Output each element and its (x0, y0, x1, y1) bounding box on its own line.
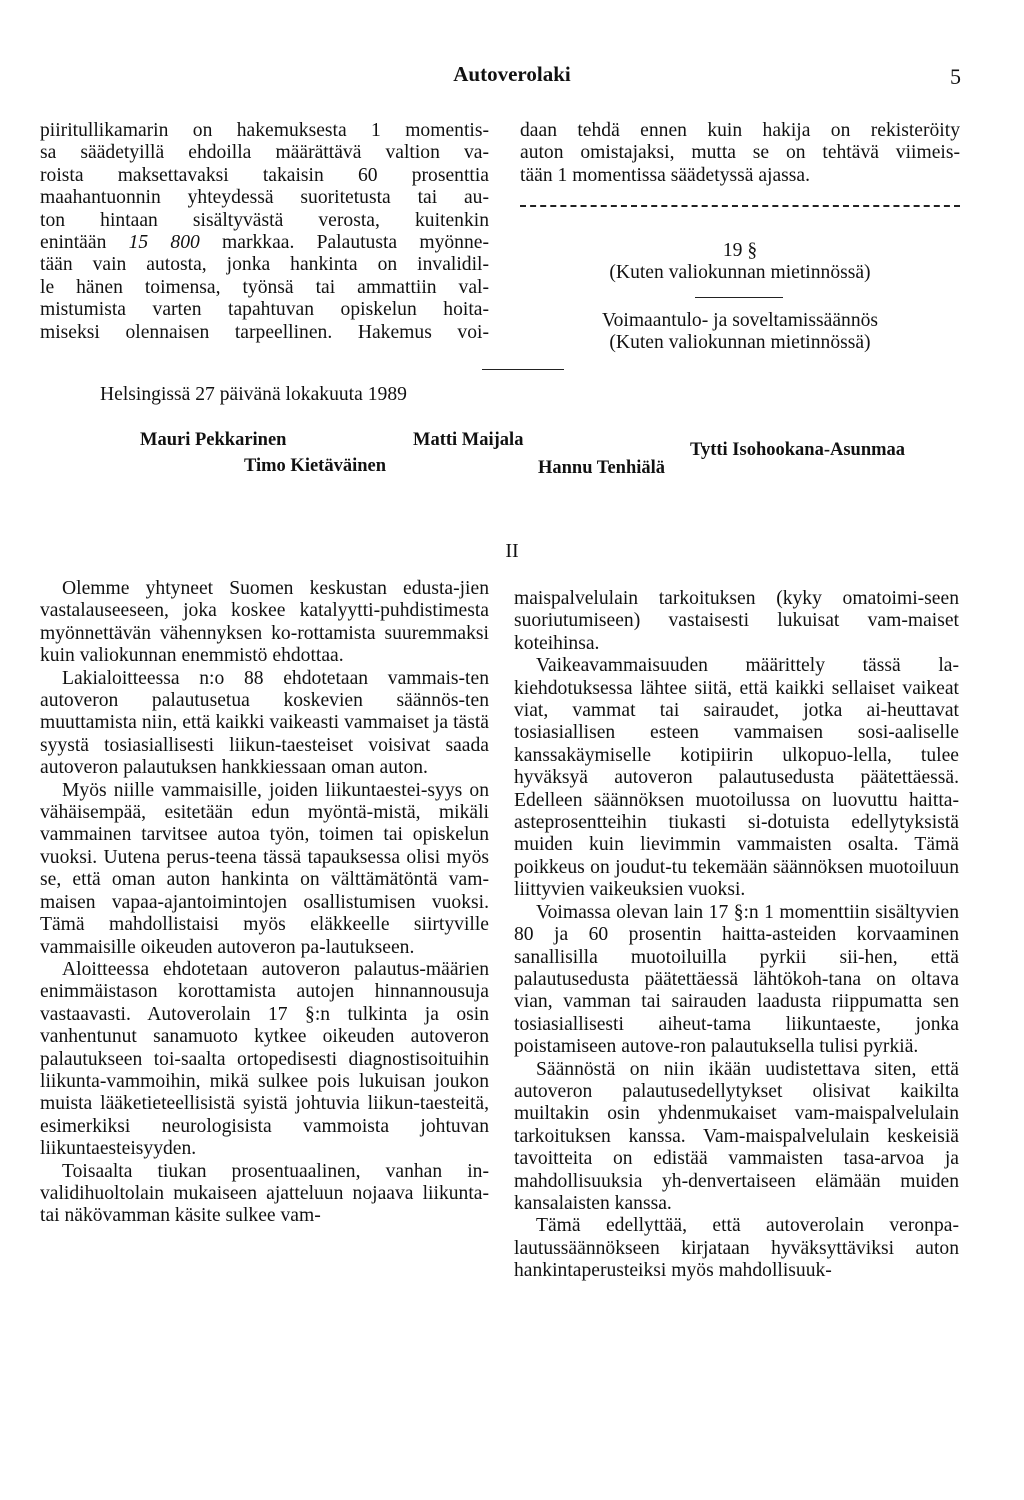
amount-value: 15 800 (128, 232, 200, 254)
paragraph: Olemme yhtyneet Suomen keskustan edusta-jien vastalauseeseen, joka koskee katalyytti-puhdistimesta myönnettävän vähennyksen ko-rottamista suuremmaksi kuin valiokunnan enemmistö ehdottaa. (40, 578, 489, 667)
part1-right-column (520, 120, 960, 187)
text-line: sa säädetyillä ehdoilla määrättävä valtion va- (40, 142, 489, 164)
text-line: daan tehdä ennen kuin hakija on rekisteröity (520, 120, 960, 141)
paragraph: Myös niille vammaisille, joiden liikuntaestei-syys on vähäisempää, esitetään edun myöntä-mistä, mikäli vammainen tarvitsee autoa työn, toimen tai opiskelun vuoksi. Uutena perus-teena tässä tapauksessa olisi myös se, että oman auton hankinta on välttämätöntä vam-maisen vapaa-ajantoimintojen osallistumisen vuoksi. Tämä mahdollistaisi myös eläkkeelle siirtyville vammaisille oikeuden autoveron pa-lautukseen. (40, 779, 489, 958)
paragraph: Toisaalta tiukan prosentuaalinen, vanhan in-validihuoltolain mukaiseen ajatteluun nojaava liikunta- tai näkövamman käsite sulkee vam- (40, 1160, 489, 1227)
text-line-amount (40, 232, 489, 254)
enforcement-title: Voimaantulo- ja soveltamissäännös (601, 310, 879, 331)
section-19-heading: 19 § (722, 240, 758, 261)
text-line: piiritullikamarin on hakemuksesta 1 momentis- (40, 120, 489, 141)
omission-dashed-rule (520, 205, 960, 207)
part1-left-column (40, 120, 489, 344)
section-19-note: (Kuten valiokunnan mietinnössä) (609, 262, 871, 283)
paragraph: Aloitteessa ehdotetaan autoveron palautus-määrien enimmäistason korottamista autojen hinnannousuja vastaavasti. Autoverolain 17 §:n tulkinta ja osin vanhentunut sanamuoto kytkee oikeuden autoveron palautukseen toi-saalta ortopedisesti diagnostisoituihin liikunta-vammoihin, mikä sulkee pois lukuisan joukon muista lääketieteellisistä syistä johtuvia liikun-taesteitä, esimerkiksi neurologisista vammoista johtuvan liikuntaesteisyyden. (40, 958, 489, 1160)
paragraph: maispalvelulain tarkoituksen (kyky omatoimi-seen suoriutumiseen) vastaisesti lukuisat vam-maiset koteihinsa. (514, 588, 959, 654)
text-line: mistumista varten tapahtuvan opiskelun hoita- (40, 299, 489, 321)
section-divider (695, 297, 783, 298)
text-fragment: markkaa. Palautusta myönne- (199, 232, 489, 254)
paragraph: Säännöstä on niin ikään uudistettava siten, että autoveron palautusedellytykset olisivat kaikilta muiltakin osin yhdenmukaiset vam-maispalvelulain tarkoituksen kanssa. Vam-maispalvelulain keskeisiä tavoitteita on edistää vammaisten tasa-arvoa ja mahdollisuuksia yh-denvertaiseen elämään muiden kansalaisten kanssa. (514, 1058, 959, 1214)
signatory-name: Matti Maijala (413, 430, 524, 450)
paragraph: Lakialoitteessa n:o 88 ehdotetaan vammais-ten autoveron palautusetua koskevien säännös-ten muuttamista niin, että kaikki vaikeasti vammaiset ja tästä syystä tosiasiallisesti liikun-taesteiset voisivat saada autoveron palautuksen hankkiessaan oman auton. (40, 667, 489, 779)
signatory-name: Tytti Isohookana-Asunmaa (690, 440, 906, 460)
running-header-title: Autoverolaki (453, 62, 571, 86)
text-line: miseksi olennaisen tarpeellinen. Hakemus voi- (40, 321, 489, 343)
enforcement-note: (Kuten valiokunnan mietinnössä) (609, 332, 871, 353)
text-line: maahantuonnin yhteydessä suoritetusta tai au- (40, 187, 489, 209)
text-line: le hänen toimensa, työnsä tai ammattiin val- (40, 276, 489, 298)
end-divider (482, 369, 564, 370)
text-line: auton omistajaksi, mutta se on tehtävä viimeis- (520, 142, 960, 164)
section-label: II (505, 540, 519, 562)
text-line: ton hintaan sisältyvästä verosta, kuitenkin (40, 209, 489, 231)
signatory-name: Hannu Tenhiälä (538, 458, 666, 478)
paragraph: Voimassa olevan lain 17 §:n 1 momenttiin sisältyvien 80 ja 60 prosentin haitta-asteiden korvaaminen sanallisilla muotoiluilla pyrkii sii-hen, että palautusedusta päätettäessä lähtökoh-tana on oltava vian, vamman tai sairauden laadusta riippumatta sen tosiasiallisesti aiheut-tama liikuntaeste, jonka poistamiseen autove-ron palautuksella tulisi pyrkiä. (514, 901, 959, 1058)
signatory-name: Mauri Pekkarinen (140, 430, 287, 450)
part2-left-column (40, 578, 489, 1228)
text-line: tään 1 momentissa säädetyssä ajassa. (520, 164, 811, 186)
page-number: 5 (950, 64, 961, 89)
paragraph: Vaikeavammaisuuden määrittely tässä la-kiehdotuksessa lähtee siitä, että kaikki sellaiset vaikeat viat, vammat tai sairaudet, jotka ai-heuttavat tosiasiallisen esteen vammaisen sosi-aaliselle kanssakäymiselle kotipiirin ulkopuo-lella, tulee hyväksyä autoveron palautusedusta päätettäessä. Edelleen säännöksen muotoilussa on luovuttu haitta-asteprosentteihin tiukasti si-dotuista edellytyksistä muiden kuin lievimmin vammaisten osalta. Tämä poikkeus on joudut-tu tekemään säännöksen muotoiluun liittyvien vaikeuksien vuoksi. (514, 655, 959, 901)
text-line: roista maksettavaksi takaisin 60 prosenttia (40, 164, 489, 186)
place-date: Helsingissä 27 päivänä lokakuuta 1989 (100, 384, 407, 405)
text-line: tään vain autosta, jonka hankinta on invalidil- (40, 254, 489, 276)
paragraph: Tämä edellyttää, että autoverolain veronpa-lautussäännökseen kirjataan hyväksyttäviksi auton hankintaperusteiksi myös mahdollisuuk- (514, 1215, 959, 1282)
part2-right-column (514, 588, 959, 1283)
text-fragment: enintään (40, 232, 129, 254)
signatory-name: Timo Kietäväinen (244, 456, 387, 476)
